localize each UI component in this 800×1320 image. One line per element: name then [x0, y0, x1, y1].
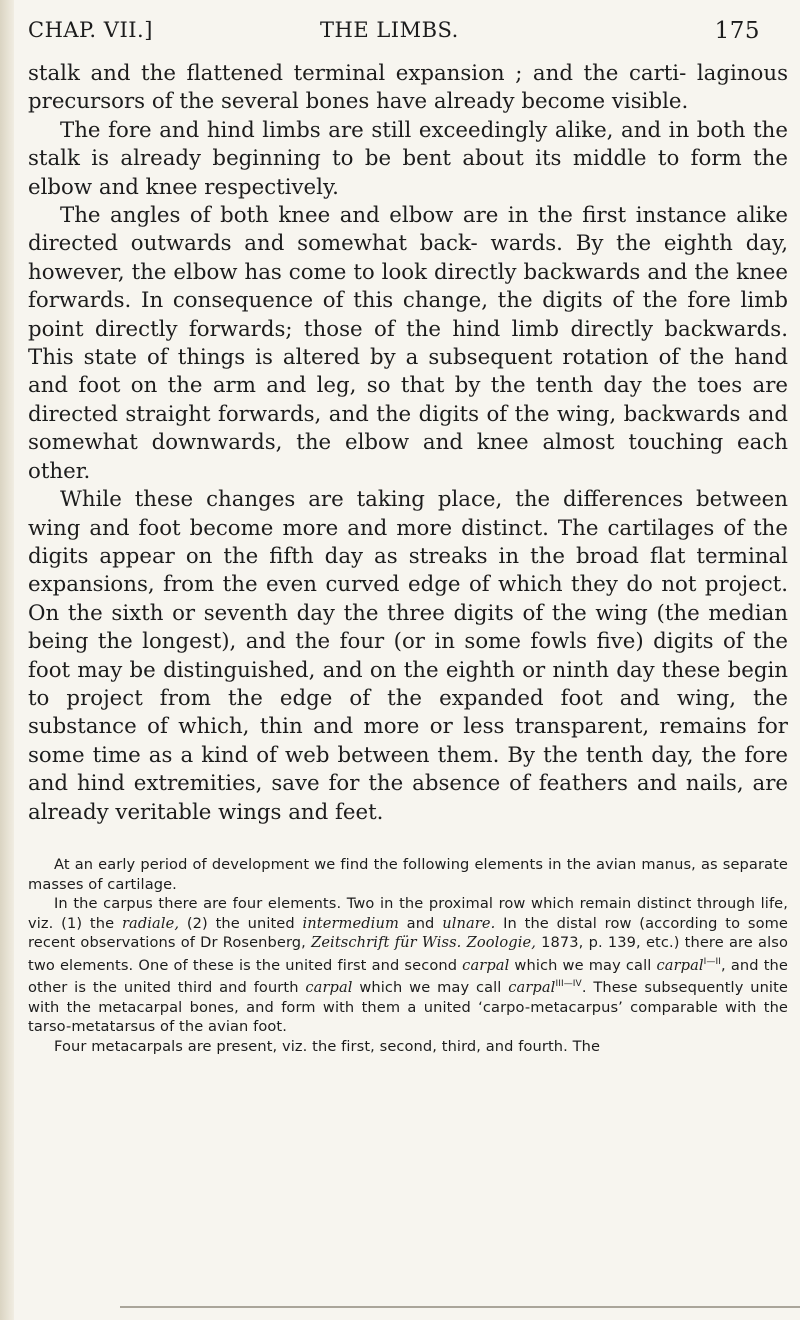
note-paragraph: Four metacarpals are present, viz. the first, second, third, and fourth. The	[54, 1038, 601, 1056]
book-gutter-shadow	[0, 0, 14, 1320]
page-number: 175	[714, 18, 760, 44]
body-paragraph: While these changes are taking place, the differences between wing and foot become more and more distinct. The cartilages of the digits appear on the fifth day as streaks in the broad flat terminal expansions, from the even curved edge of which they do not project. On the sixth or seventh day the three digits of the wing (the median being the longest), and the four (or in some fowls five) digits of the foot may be distinguished, and on the eighth or ninth day these begin to project from the edge of the expanded foot and wing, the substance of which, thin and more or less transparent, remains for some time as a kind of web between them. By the tenth day, the fore and hind extremities, save for the absence of feathers and nails, are already veritable wings and feet.	[28, 487, 788, 825]
running-title: THE LIMBS.	[320, 18, 459, 42]
body-paragraph: stalk and the flattened terminal expansion ; and the carti- laginous precursors of the several bones have already become visible.	[28, 61, 788, 115]
note-paragraph: At an early period of development we find the following elements in the avian manus, as separate masses of cartilage.	[28, 855, 788, 893]
book-page	[28, 14, 788, 1057]
journal-citation: Zeitschrift für Wiss. Zoologie,	[311, 934, 536, 952]
main-text	[28, 60, 788, 827]
note-paragraph: In the carpus there are four elements. Two in the proximal row which remain distinct through life, viz. (1) the radiale, (2) the united intermedium and ulnare. In the distal row (according to some recent observations of Dr Rosenberg, Zeitschrift für Wiss. Zoologie, 1873, p. 139, etc.) there are also two elements. One of these is the united first and second carpal which we may call carpal$^{I—II}$, and the other is the united third and fourth carpal which we may call carpal$^{III—IV}$. These subsequently unite with the metacarpal bones, and form with them a united ‘carpo-metacarpus’ comparable with the tarso-metatarsus of the avian foot.	[28, 895, 788, 1036]
small-print-notes	[28, 855, 788, 1057]
body-paragraph: The angles of both knee and elbow are in the first instance alike directed outwards and somewhat back- wards. By the eighth day, however, the elbow has come to look directly backwards and the knee forwards. In consequence of this change, the digits of the fore limb point directly forwards; those of the hind limb directly backwards. This state of things is altered by a subsequent rotation of the hand and foot on the arm and leg, so that by the tenth day the toes are directed straight forwards, and the digits of the wing, backwards and somewhat downwards, the elbow and knee almost touching each other.	[28, 203, 788, 484]
chapter-label: CHAP. VII.]	[28, 18, 153, 42]
body-paragraph: The fore and hind limbs are still exceedingly alike, and in both the stalk is already beginning to be bent about its middle to form the elbow and knee respectively.	[28, 117, 788, 200]
bottom-rule	[120, 1306, 800, 1308]
running-header	[28, 14, 788, 48]
